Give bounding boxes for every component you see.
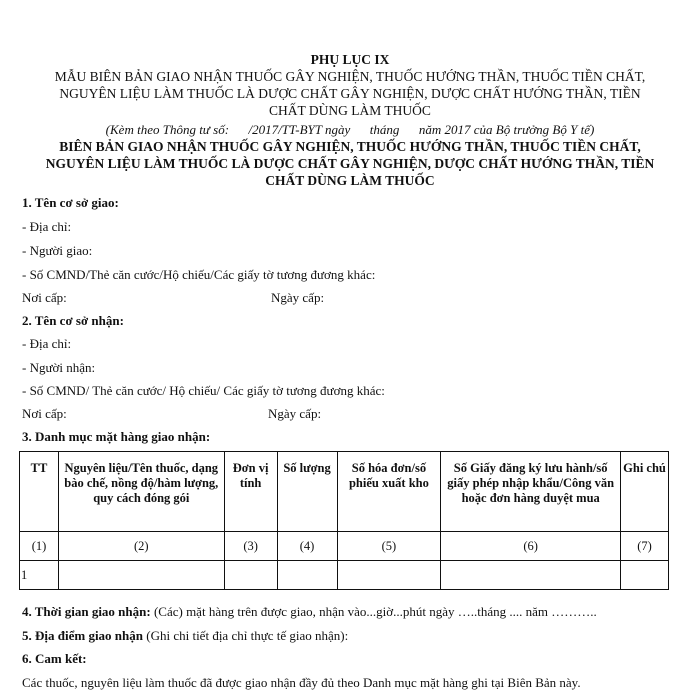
header-tt: TT — [20, 452, 59, 532]
column-number: (5) — [337, 532, 441, 561]
circular-note: (Kèm theo Thông tư số: /2017/TT-BYT ngày tháng năm 2017 của Bộ trưởng Bộ Y tế) — [105, 122, 595, 137]
section-2-id-document: - Số CMND/ Thẻ căn cước/ Hộ chiếu/ Các giấy tờ tương đương khác: — [22, 383, 385, 398]
section-2-address: - Địa chỉ: — [22, 336, 72, 351]
table-cell — [58, 561, 224, 590]
header-item-name: Nguyên liệu/Tên thuốc, dạng bào chế, nồng độ/hàm lượng, quy cách đóng gói — [58, 452, 224, 532]
section-1-id-document: - Số CMND/Thẻ căn cước/Hộ chiếu/Các giấy tờ tương đương khác: — [22, 267, 376, 282]
column-number: (2) — [58, 532, 224, 561]
document-title-line-3: CHẤT DÙNG LÀM THUỐC — [265, 173, 435, 188]
section-1-person: - Người giao: — [22, 243, 93, 258]
form-title-line-2: NGUYÊN LIỆU LÀM THUỐC LÀ DƯỢC CHẤT GÂY NGHIỆN, DƯỢC CHẤT HƯỚNG THẦN, TIỀN — [59, 86, 641, 101]
section-6-heading: 6. Cam kết: — [22, 651, 87, 666]
document-title-line-1: BIÊN BẢN GIAO NHẬN THUỐC GÂY NGHIỆN, THUỐC HƯỚNG THẦN, THUỐC TIỀN CHẤT, — [59, 139, 641, 154]
document-title — [0, 138, 700, 189]
section-1-issued-date: Ngày cấp: — [271, 290, 325, 305]
section-2-issued-place: Nơi cấp: — [22, 406, 67, 421]
section-6-text: Các thuốc, nguyên liệu làm thuốc đã được giao nhận đầy đủ theo Danh mục mặt hàng ghi tại Biên Bản này. — [22, 675, 581, 690]
document-title-line-2: NGUYÊN LIỆU LÀM THUỐC LÀ DƯỢC CHẤT GÂY NGHIỆN, DƯỢC CHẤT HƯỚNG THẦN, TIỀN — [45, 156, 655, 171]
column-number: (7) — [621, 532, 669, 561]
header-unit: Đơn vị tính — [224, 452, 277, 532]
table-cell — [337, 561, 441, 590]
column-number: (4) — [277, 532, 337, 561]
header-invoice-number: Số hóa đơn/số phiếu xuất kho — [337, 452, 441, 532]
header-note: Ghi chú — [621, 452, 669, 532]
section-3-heading: 3. Danh mục mặt hàng giao nhận: — [22, 429, 211, 444]
section-5-text: (Ghi chi tiết địa chỉ thực tế giao nhận): — [143, 628, 349, 643]
column-number: (3) — [224, 532, 277, 561]
goods-table — [19, 451, 669, 590]
section-2-issued-date: Ngày cấp: — [268, 406, 322, 421]
form-title-line-1: MẪU BIÊN BẢN GIAO NHẬN THUỐC GÂY NGHIỆN, THUỐC HƯỚNG THẦN, THUỐC TIỀN CHẤT, — [54, 69, 646, 84]
appendix-title: PHỤ LỤC IX — [310, 52, 390, 67]
form-header — [0, 51, 700, 138]
column-number: (1) — [20, 532, 59, 561]
section-4 — [22, 604, 597, 620]
section-1-issued-place: Nơi cấp: — [22, 290, 67, 305]
table-cell: 1 — [20, 561, 59, 590]
header-quantity: Số lượng — [277, 452, 337, 532]
form-title-line-3: CHẤT DÙNG LÀM THUỐC — [269, 103, 431, 118]
table-cell — [277, 561, 337, 590]
column-number: (6) — [441, 532, 621, 561]
table-row — [20, 561, 669, 590]
section-5 — [22, 628, 348, 644]
table-header-row — [20, 452, 669, 532]
section-4-heading: 4. Thời gian giao nhận: — [22, 604, 151, 619]
table-cell — [441, 561, 621, 590]
table-cell — [621, 561, 669, 590]
section-4-text: (Các) mặt hàng trên được giao, nhận vào...giờ...phút ngày …..tháng .... năm ……….. — [150, 604, 597, 619]
table-cell — [224, 561, 277, 590]
section-2-heading: 2. Tên cơ sở nhận: — [22, 313, 124, 328]
section-1-heading: 1. Tên cơ sở giao: — [22, 195, 119, 210]
section-2-person: - Người nhận: — [22, 360, 96, 375]
table-column-number-row — [20, 532, 669, 561]
header-registration-number: Số Giấy đăng ký lưu hành/số giấy phép nhập khẩu/Công văn hoặc đơn hàng duyệt mua — [441, 452, 621, 532]
section-5-heading: 5. Địa điểm giao nhận — [22, 628, 143, 643]
section-1-address: - Địa chỉ: — [22, 219, 72, 234]
